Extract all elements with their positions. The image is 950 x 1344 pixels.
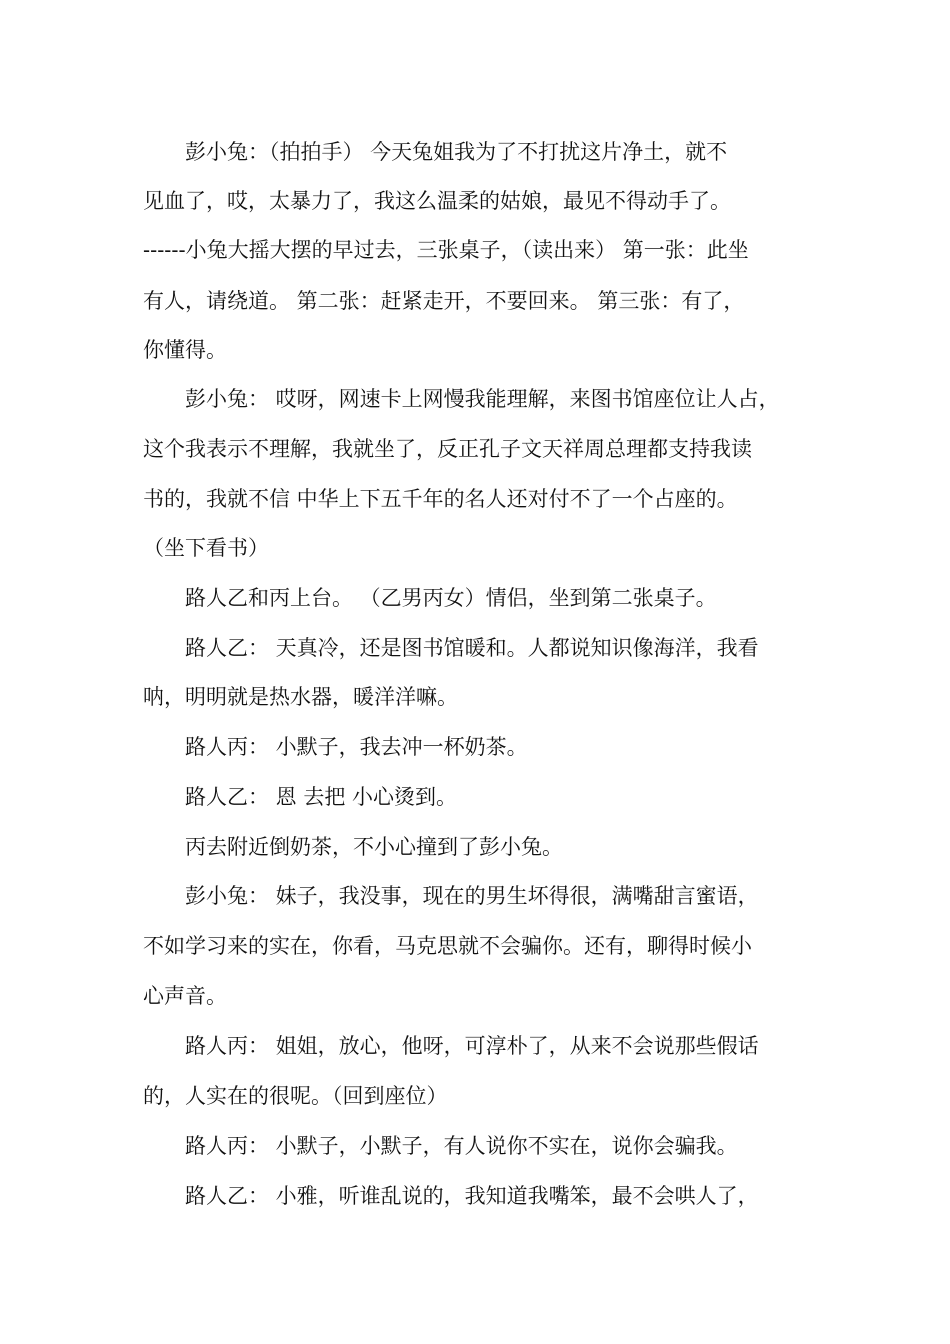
text-line: 路人乙： 天真冷，还是图书馆暖和。人都说知识像海洋，我看 [143, 636, 759, 660]
text-line: 书的，我就不信 中华上下五千年的名人还对付不了一个占座的。 [143, 487, 738, 511]
text-line: 不如学习来的实在，你看，马克思就不会骗你。还有，聊得时候小 [143, 934, 752, 958]
text-line: 彭小兔： 哎呀，网速卡上网慢我能理解，来图书馆座位让人占， [143, 387, 780, 411]
text-line: 路人乙： 恩 去把 小心烫到。 [143, 785, 458, 809]
text-line: 彭小兔： 妹子，我没事，现在的男生坏得很，满嘴甜言蜜语， [143, 884, 759, 908]
text-line: 路人乙和丙上台。 （乙男丙女）情侣，坐到第二张桌子。 [143, 586, 717, 610]
text-line: 你懂得。 [143, 338, 227, 362]
text-line: （坐下看书） [143, 536, 269, 560]
text-line: 路人丙： 姐姐，放心，他呀，可淳朴了，从来不会说那些假话 [143, 1034, 759, 1058]
text-line: 这个我表示不理解，我就坐了，反正孔子文天祥周总理都支持我读 [143, 437, 752, 461]
text-line: 路人丙： 小默子，我去冲一杯奶茶。 [143, 735, 528, 759]
text-line: 见血了，哎，太暴力了，我这么温柔的姑娘，最见不得动手了。 [143, 189, 731, 213]
text-line: 丙去附近倒奶茶，不小心撞到了彭小兔。 [143, 835, 563, 859]
text-line: 心声音。 [143, 984, 227, 1008]
text-line: 路人丙： 小默子，小默子，有人说你不实在，说你会骗我。 [143, 1134, 738, 1158]
text-line: 路人乙： 小雅，听谁乱说的，我知道我嘴笨，最不会哄人了， [143, 1184, 759, 1208]
text-line: 有人，请绕道。 第二张：赶紧走开，不要回来。 第三张：有了， [143, 289, 745, 313]
text-line: 呐，明明就是热水器，暖洋洋嘛。 [143, 685, 458, 709]
text-line: 的，人实在的很呢。（回到座位） [143, 1084, 448, 1108]
text-line: ------小兔大摇大摆的早过去，三张桌子，（读出来） 第一张：此坐 [143, 238, 749, 262]
text-line: 彭小兔：（拍拍手） 今天兔姐我为了不打扰这片净土，就不 [143, 140, 728, 164]
